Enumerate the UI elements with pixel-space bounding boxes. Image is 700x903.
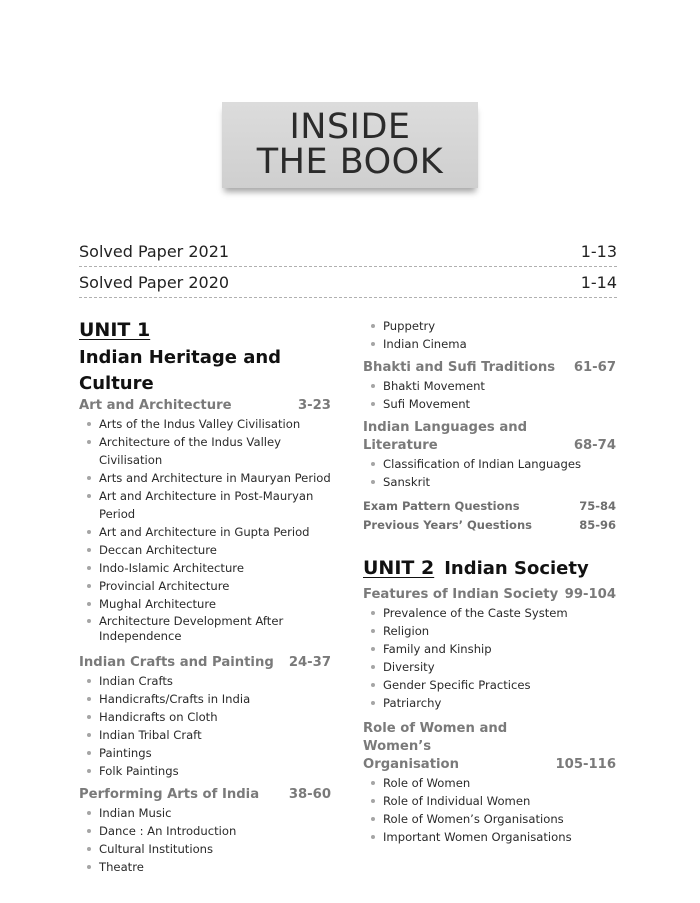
section-heading: [79, 654, 331, 672]
section-title: Indian Crafts and Painting: [79, 655, 274, 670]
section-topic-list: [363, 377, 616, 413]
section-title: Features of Indian Society: [363, 587, 559, 602]
list-item: Paintings: [79, 744, 331, 762]
list-item: Arts of the Indus Valley Civilisation: [79, 415, 331, 433]
list-item: Role of Women: [363, 774, 616, 792]
list-item: Religion: [363, 622, 616, 640]
section-heading: [363, 586, 616, 604]
list-item: Indian Tribal Craft: [79, 726, 331, 744]
list-item: Bhakti Movement: [363, 377, 616, 395]
section-topic-list: [79, 804, 331, 876]
section-title: Previous Years’ Questions: [363, 518, 532, 532]
section-pages: 61-67: [573, 360, 616, 375]
list-item: Folk Paintings: [79, 762, 331, 780]
inside-the-book-banner: [222, 102, 478, 188]
unit-2-heading: [363, 556, 616, 582]
banner-line-2: THE BOOK: [256, 142, 444, 182]
previous-years-heading: [363, 516, 616, 534]
section-pages: 75-84: [579, 499, 616, 513]
list-item: Handicrafts on Cloth: [79, 708, 331, 726]
section-heading: [363, 720, 616, 774]
section-title: Indian Languages and Literature: [363, 420, 528, 453]
list-item: Family and Kinship: [363, 640, 616, 658]
list-item: Mughal Architecture: [79, 595, 331, 613]
list-item: Indo-Islamic Architecture: [79, 559, 331, 577]
right-column: [363, 317, 616, 846]
section-title-line: Organisation: [363, 757, 459, 772]
left-column: [79, 318, 331, 876]
list-item: Handicrafts/Crafts in India: [79, 690, 331, 708]
section-pages: 38-60: [288, 787, 331, 802]
list-item: Dance : An Introduction: [79, 822, 331, 840]
list-item: Architecture Development After Independence: [79, 613, 331, 646]
section-topic-list: [363, 604, 616, 712]
solved-paper-title: Solved Paper 2020: [79, 272, 230, 292]
list-item: Patriarchy: [363, 694, 616, 712]
list-item: Prevalence of the Caste System: [363, 604, 616, 622]
exam-pattern-heading: [363, 497, 616, 515]
list-item: Arts and Architecture in Mauryan Period: [79, 469, 331, 487]
list-item: Gender Specific Practices: [363, 676, 616, 694]
section-pages: 3-23: [297, 398, 331, 413]
solved-paper-title: Solved Paper 2021: [79, 241, 230, 261]
section-heading: [363, 419, 616, 455]
unit-1-label: UNIT 1: [79, 319, 151, 341]
section-pages: 105-116: [555, 757, 616, 772]
list-item: Important Women Organisations: [363, 828, 616, 846]
list-item: Theatre: [79, 858, 331, 876]
list-item: Puppetry: [363, 317, 616, 335]
section-heading: [79, 397, 331, 415]
list-item: Indian Crafts: [79, 672, 331, 690]
list-item: Deccan Architecture: [79, 541, 331, 559]
list-item: Role of Individual Women: [363, 792, 616, 810]
section-topic-list: [79, 672, 331, 780]
solved-paper-row: [79, 267, 617, 298]
section-topic-list: [363, 774, 616, 846]
solved-paper-row: [79, 236, 617, 267]
section-title: Bhakti and Sufi Traditions: [363, 360, 556, 375]
section-heading: [363, 359, 616, 377]
section-pages: 68-74: [573, 438, 616, 453]
section-topic-list: [79, 415, 331, 646]
list-item: Cultural Institutions: [79, 840, 331, 858]
list-item: Role of Women’s Organisations: [363, 810, 616, 828]
solved-paper-pages: 1-13: [580, 241, 617, 261]
section-topic-list: [363, 455, 616, 491]
section-pages: 99-104: [564, 587, 616, 602]
section-title: [363, 720, 555, 774]
list-item: Classification of Indian Languages: [363, 455, 616, 473]
section-pages: 85-96: [579, 518, 616, 532]
list-item: Sufi Movement: [363, 395, 616, 413]
unit-1-title: Indian Heritage and Culture: [79, 347, 282, 394]
section-title: Exam Pattern Questions: [363, 499, 520, 513]
list-item: Sanskrit: [363, 473, 616, 491]
list-item: Provincial Architecture: [79, 577, 331, 595]
list-item: Indian Cinema: [363, 335, 616, 353]
banner-line-1: INSIDE: [289, 107, 411, 147]
section-title: Art and Architecture: [79, 398, 232, 413]
section-heading: [79, 786, 331, 804]
section-title-line: Role of Women and Women’s: [363, 721, 508, 754]
list-item: Indian Music: [79, 804, 331, 822]
section-title: Performing Arts of India: [79, 787, 260, 802]
section-topic-list: [363, 317, 616, 353]
list-item: Art and Architecture in Gupta Period: [79, 523, 331, 541]
list-item: Diversity: [363, 658, 616, 676]
unit-2-label: UNIT 2: [363, 557, 435, 579]
list-item: Architecture of the Indus Valley Civilisation: [79, 433, 331, 469]
list-item: Art and Architecture in Post-Mauryan Period: [79, 487, 331, 523]
unit-2-title: Indian Society: [444, 558, 589, 579]
solved-paper-pages: 1-14: [580, 272, 617, 292]
section-pages: 24-37: [288, 655, 331, 670]
